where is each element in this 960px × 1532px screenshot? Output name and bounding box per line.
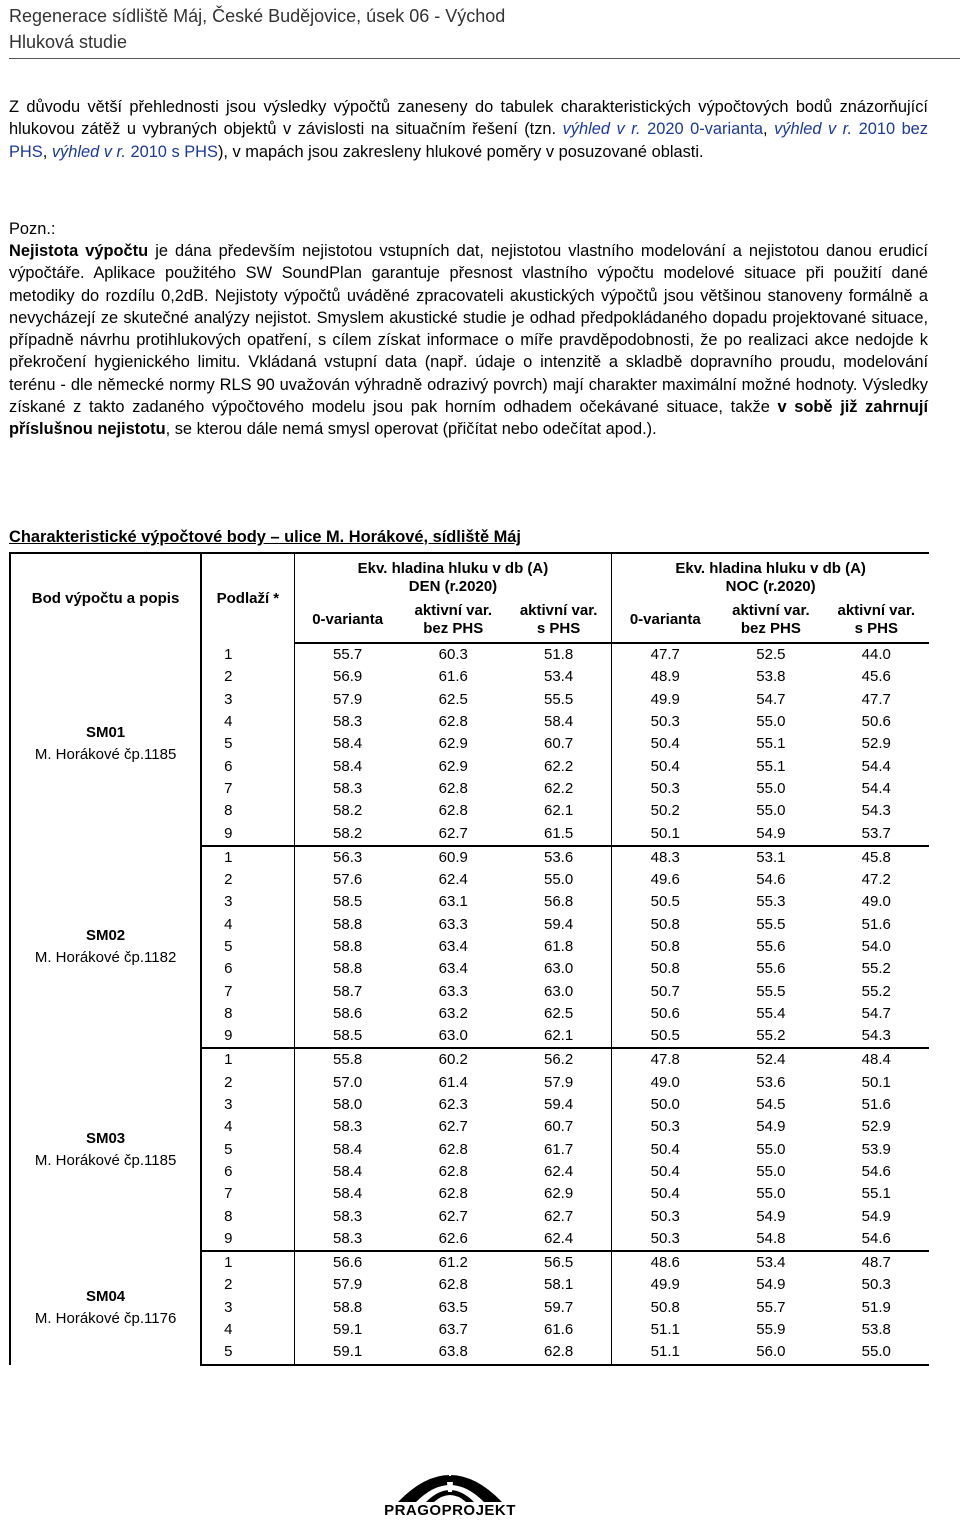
value-cell: 61.6 <box>438 668 468 686</box>
value-cell: 55.3 <box>756 893 786 911</box>
podlazi-cell: 3 <box>201 1094 294 1116</box>
value-cell: 62.3 <box>438 1096 468 1114</box>
value-cell: 58.3 <box>333 713 363 731</box>
value-cell: 50.6 <box>612 1003 718 1025</box>
intro-comma-2: , <box>42 142 52 161</box>
value-cell: 61.5 <box>506 822 612 845</box>
value-cell: 58.5 <box>333 893 363 911</box>
value-cell: 55.9 <box>756 1321 786 1339</box>
value-cell: 58.2 <box>333 802 363 820</box>
podlazi-cell: 9 <box>201 822 294 845</box>
head-noc-0-varianta: 0-varianta <box>612 596 718 643</box>
value-cell: 48.7 <box>861 1254 891 1272</box>
value-cell: 54.9 <box>756 1276 786 1294</box>
head-den-line-2: DEN (r.2020) <box>408 578 498 595</box>
intro-text-end: ), v mapách jsou zakresleny hlukové poměry v posuzované oblasti. <box>217 142 704 161</box>
pragoprojekt-logo <box>380 1456 520 1526</box>
value-cell: 58.6 <box>333 1004 363 1022</box>
value-cell: 55.0 <box>544 871 574 889</box>
podlazi-cell: 8 <box>201 1003 294 1025</box>
podlazi-cell: 3 <box>201 689 294 711</box>
value-cell: 60.7 <box>544 1118 574 1136</box>
value-cell: 55.0 <box>756 1162 786 1180</box>
value-cell: 60.9 <box>438 848 468 866</box>
value-cell: 53.8 <box>861 1321 891 1339</box>
value-cell: 62.7 <box>401 822 506 845</box>
value-cell: 63.0 <box>544 960 574 978</box>
value-cell: 50.4 <box>612 1183 718 1205</box>
podlazi-cell: 2 <box>201 1274 294 1296</box>
value-cell: 54.7 <box>861 1004 891 1022</box>
table-row <box>10 1251 929 1274</box>
value-cell: 50.6 <box>861 713 891 731</box>
value-cell: 62.8 <box>438 779 468 797</box>
value-cell: 50.3 <box>612 1228 718 1251</box>
value-cell: 55.7 <box>333 646 363 664</box>
value-cell: 51.1 <box>612 1319 718 1341</box>
value-cell: 58.4 <box>333 757 363 775</box>
header-study-title: Hluková studie <box>9 32 128 52</box>
podlazi-cell: 5 <box>201 1341 294 1364</box>
value-cell: 53.8 <box>756 668 786 686</box>
value-cell: 59.7 <box>544 1298 574 1316</box>
value-cell: 49.0 <box>861 893 891 911</box>
value-cell: 62.2 <box>544 779 574 797</box>
value-cell: 55.5 <box>756 982 786 1000</box>
value-cell: 55.2 <box>718 1025 823 1048</box>
head-den <box>294 553 612 596</box>
podlazi-cell: 2 <box>201 869 294 891</box>
value-cell: 54.6 <box>824 1228 929 1251</box>
value-cell: 55.4 <box>756 1004 786 1022</box>
value-cell: 62.5 <box>438 690 468 708</box>
podlazi-cell: 7 <box>201 1183 294 1205</box>
podlazi-cell: 1 <box>201 1048 294 1071</box>
header-divider <box>9 58 960 59</box>
value-cell: 58.8 <box>333 960 363 978</box>
value-cell: 49.9 <box>612 689 718 711</box>
value-cell: 50.4 <box>612 1161 718 1183</box>
head-den-s-phs: aktivní var. s PHS <box>506 596 612 643</box>
head-den-bez-phs: aktivní var. bez PHS <box>401 596 506 643</box>
value-cell: 54.9 <box>756 1118 786 1136</box>
value-cell: 52.4 <box>756 1051 786 1069</box>
table-body <box>10 643 929 1365</box>
header-project-title: Regenerace sídliště Máj, České Budějovice, úsek 06 - Východ <box>9 6 506 26</box>
value-cell: 62.8 <box>438 1276 468 1294</box>
value-cell: 56.6 <box>333 1254 363 1272</box>
value-cell: 61.6 <box>544 1321 574 1339</box>
value-cell: 55.6 <box>756 960 786 978</box>
value-cell: 45.6 <box>861 668 891 686</box>
value-cell: 50.8 <box>612 914 718 936</box>
value-cell: 50.7 <box>612 980 718 1002</box>
podlazi-cell: 2 <box>201 1072 294 1094</box>
value-cell: 47.7 <box>612 643 718 666</box>
podlazi-cell: 3 <box>201 1297 294 1319</box>
value-cell: 61.7 <box>544 1140 574 1158</box>
value-cell: 63.3 <box>438 915 468 933</box>
road-arch-icon <box>380 1456 520 1502</box>
value-cell: 62.4 <box>438 871 468 889</box>
value-cell: 62.7 <box>438 1207 468 1225</box>
value-cell: 58.5 <box>294 1025 400 1048</box>
value-cell: 58.0 <box>333 1096 363 1114</box>
value-cell: 63.7 <box>438 1321 468 1339</box>
value-cell: 53.6 <box>544 848 574 866</box>
value-cell: 62.8 <box>438 1140 468 1158</box>
head-den-0-varianta: 0-varianta <box>294 596 400 643</box>
logo-text: PRAGOPROJEKT <box>384 1502 516 1519</box>
value-cell: 54.6 <box>861 1162 891 1180</box>
value-cell: 56.9 <box>333 668 363 686</box>
podlazi-cell: 1 <box>201 846 294 869</box>
value-cell: 49.9 <box>612 1274 718 1296</box>
value-cell: 55.0 <box>756 802 786 820</box>
value-cell: 56.2 <box>544 1051 574 1069</box>
value-cell: 50.5 <box>612 891 718 913</box>
podlazi-cell: 7 <box>201 980 294 1002</box>
value-cell: 61.2 <box>438 1254 468 1272</box>
podlazi-cell: 6 <box>201 958 294 980</box>
bod-cell <box>10 643 201 846</box>
bod-desc: M. Horákové čp.1185 <box>34 1151 177 1169</box>
value-cell: 54.9 <box>718 822 823 845</box>
value-cell: 44.0 <box>861 646 891 664</box>
head-den-line-1: Ekv. hladina hluku v db (A) <box>357 560 549 577</box>
podlazi-cell: 5 <box>201 1139 294 1161</box>
value-cell: 62.9 <box>438 735 468 753</box>
value-cell: 48.4 <box>861 1051 891 1069</box>
value-cell: 58.8 <box>333 938 363 955</box>
value-cell: 63.8 <box>401 1341 506 1364</box>
value-cell: 54.4 <box>861 779 891 797</box>
value-cell: 54.4 <box>861 757 891 775</box>
value-cell: 63.4 <box>438 960 468 978</box>
uncertainty-paragraph <box>9 240 928 441</box>
podlazi-cell: 8 <box>201 1205 294 1227</box>
head-podlazi: Podlaží * <box>201 553 294 643</box>
value-cell: 55.0 <box>756 713 786 731</box>
bod-desc: M. Horákové čp.1185 <box>34 746 177 764</box>
value-cell: 55.1 <box>861 1185 891 1203</box>
value-cell: 47.8 <box>612 1048 718 1071</box>
value-cell: 62.2 <box>544 757 574 775</box>
value-cell: 50.4 <box>612 1139 718 1161</box>
bod-cell <box>10 846 201 1049</box>
value-cell: 52.9 <box>861 735 891 753</box>
value-cell: 51.1 <box>612 1341 718 1364</box>
value-cell: 58.4 <box>544 713 574 731</box>
value-cell: 45.8 <box>861 848 891 866</box>
head-noc-bez-phs: aktivní var. bez PHS <box>718 596 823 643</box>
value-cell: 57.6 <box>333 871 363 889</box>
value-cell: 62.7 <box>438 1118 468 1136</box>
value-cell: 55.2 <box>861 960 891 978</box>
value-cell: 55.5 <box>756 915 786 933</box>
podlazi-cell: 1 <box>201 1251 294 1274</box>
podlazi-cell: 8 <box>201 800 294 822</box>
intro-paragraph <box>9 96 928 163</box>
value-cell: 50.3 <box>612 711 718 733</box>
podlazi-cell: 7 <box>201 778 294 800</box>
podlazi-cell: 2 <box>201 666 294 688</box>
uncertainty-emphasis: v sobě již zahrnují příslušnou nejistotu <box>9 398 928 439</box>
head-noc-line-1: Ekv. hladina hluku v db (A) <box>675 560 866 577</box>
value-cell: 62.8 <box>506 1341 612 1364</box>
podlazi-cell: 4 <box>201 914 294 936</box>
table-row <box>10 846 929 869</box>
value-cell: 55.5 <box>544 690 574 708</box>
value-cell: 62.8 <box>438 713 468 731</box>
podlazi-cell: 1 <box>201 643 294 666</box>
value-cell: 58.7 <box>333 982 363 1000</box>
value-cell: 54.3 <box>861 802 891 820</box>
value-cell: 55.1 <box>756 757 786 775</box>
value-cell: 60.3 <box>438 646 468 664</box>
value-cell: 50.3 <box>861 1276 891 1294</box>
value-cell: 55.1 <box>756 735 786 753</box>
uncertainty-text-a: je dána především nejistotou vstupních dat, nejistotou vlastního modelování a nejistotou danou erudicí výpočtáře. Aplikace použitého SW SoundPlan garantuje přesnost vlastního výpočtu modelové situace při použití dané metodiky do rozdílu 0,2dB. Nejistoty výpočtů uváděné zpracovateli akustických výpočtů jsou většinou stanoveny formálně a nevycházejí ze skutečné analýzy nejistot. Smyslem akustické studie je odhad předpokládaného dopadu projektované situace, případně návrhu protihlukových opatření, s cílem získat informace o míře pravděpodobnosti, že po realizaci akce nedojde k překročení hygienického limitu. Vkládaná vstupní data (např. údaje o intenzitě a skladbě dopravního proudu, modelování terénu - dle německé normy RLS 90 uvažován výhradně odrazivý povrch) mají charakter maximální možné hodnoty. Výsledky získané z takto zadaného výpočtového modelu jsou pak horním odhadem očekávané situace, takže <box>9 242 928 417</box>
value-cell: 58.3 <box>333 1118 363 1136</box>
value-cell: 62.1 <box>544 802 574 820</box>
podlazi-cell: 9 <box>201 1025 294 1048</box>
value-cell: 52.5 <box>756 646 786 664</box>
podlazi-cell: 5 <box>201 733 294 755</box>
value-cell: 50.4 <box>612 755 718 777</box>
value-cell: 62.1 <box>506 1025 612 1048</box>
value-cell: 55.2 <box>861 982 891 1000</box>
value-cell: 50.4 <box>612 733 718 755</box>
bod-cell <box>10 1251 201 1364</box>
bod-name: SM01 <box>85 724 126 742</box>
value-cell: 47.2 <box>861 871 891 889</box>
value-cell: 62.9 <box>544 1185 574 1203</box>
value-cell: 63.2 <box>438 1004 468 1022</box>
value-cell: 63.1 <box>438 893 468 911</box>
value-cell: 62.7 <box>544 1207 574 1225</box>
value-cell: 60.7 <box>544 735 574 753</box>
value-cell: 58.1 <box>544 1276 574 1294</box>
value-cell: 50.3 <box>612 1205 718 1227</box>
value-cell: 50.8 <box>612 936 718 958</box>
value-cell: 63.4 <box>438 938 468 955</box>
value-cell: 55.0 <box>824 1341 929 1364</box>
value-cell: 56.3 <box>333 848 363 866</box>
page-header <box>9 3 505 55</box>
value-cell: 50.5 <box>612 1025 718 1048</box>
value-cell: 51.6 <box>861 1096 891 1114</box>
value-cell: 50.0 <box>612 1094 718 1116</box>
value-cell: 61.8 <box>544 938 574 955</box>
value-cell: 54.9 <box>756 1207 786 1225</box>
value-cell: 57.0 <box>333 1073 363 1091</box>
head-noc-line-2: NOC (r.2020) <box>725 578 816 595</box>
value-cell: 53.4 <box>756 1254 786 1272</box>
podlazi-cell: 4 <box>201 1319 294 1341</box>
value-cell: 57.9 <box>333 1276 363 1294</box>
value-cell: 63.0 <box>544 982 574 1000</box>
bod-name: SM04 <box>85 1287 126 1305</box>
value-cell: 53.9 <box>861 1140 891 1158</box>
value-cell: 59.1 <box>333 1321 363 1339</box>
value-cell: 59.4 <box>544 915 574 933</box>
podlazi-cell: 4 <box>201 1116 294 1138</box>
value-cell: 62.4 <box>506 1228 612 1251</box>
podlazi-cell: 6 <box>201 755 294 777</box>
bod-name: SM03 <box>85 1129 126 1147</box>
value-cell: 54.5 <box>756 1096 786 1114</box>
value-cell: 50.1 <box>861 1073 891 1091</box>
value-cell: 58.2 <box>294 822 400 845</box>
value-cell: 54.7 <box>756 690 786 708</box>
value-cell: 50.8 <box>612 958 718 980</box>
value-cell: 63.5 <box>438 1298 468 1316</box>
value-cell: 55.0 <box>756 1185 786 1203</box>
section-title: Charakteristické výpočtové body – ulice M. Horákové, sídliště Máj <box>9 528 521 546</box>
value-cell: 54.0 <box>861 938 891 955</box>
value-cell: 48.6 <box>612 1251 718 1274</box>
value-cell: 56.8 <box>544 893 574 911</box>
value-cell: 58.8 <box>333 915 363 933</box>
value-cell: 53.7 <box>824 822 929 845</box>
value-cell: 50.2 <box>612 800 718 822</box>
scenario-2010-bez-phs-link: výhled v r. 2010 bez PHS <box>9 120 928 161</box>
value-cell: 55.0 <box>756 779 786 797</box>
table-head-row-1 <box>10 553 929 596</box>
podlazi-cell: 6 <box>201 1161 294 1183</box>
value-cell: 54.3 <box>824 1025 929 1048</box>
scenario-2010-s-phs-link: výhled v r. 2010 s PHS <box>51 142 218 161</box>
value-cell: 62.5 <box>544 1004 574 1022</box>
value-cell: 58.3 <box>333 779 363 797</box>
value-cell: 62.4 <box>544 1162 574 1180</box>
value-cell: 53.4 <box>544 668 574 686</box>
value-cell: 47.7 <box>861 690 891 708</box>
scenario-2020-link: výhled v r. 2020 0-varianta <box>562 120 763 139</box>
note-label: Pozn.: <box>9 220 56 238</box>
table-row <box>10 643 929 666</box>
value-cell: 61.4 <box>438 1073 468 1091</box>
value-cell: 60.2 <box>438 1051 468 1069</box>
value-cell: 55.8 <box>333 1051 363 1069</box>
value-cell: 59.1 <box>294 1341 400 1364</box>
value-cell: 62.8 <box>438 1162 468 1180</box>
value-cell: 51.9 <box>861 1298 891 1316</box>
value-cell: 50.3 <box>612 1116 718 1138</box>
value-cell: 58.4 <box>333 1162 363 1180</box>
value-cell: 58.4 <box>333 1185 363 1203</box>
intro-text-a: Z důvodu větší přehlednosti jsou výsledky výpočtů zaneseny do tabulek charakteristických výpočtových bodů znázorňující hlukovou zátěž u vybraných objektů v závislosti na situačním řešení (tzn. <box>9 98 928 139</box>
table-row <box>10 1048 929 1071</box>
value-cell: 55.7 <box>756 1298 786 1316</box>
bod-cell <box>10 1048 201 1251</box>
value-cell: 63.3 <box>438 982 468 1000</box>
value-cell: 55.0 <box>756 1140 786 1158</box>
value-cell: 51.6 <box>861 915 891 933</box>
value-cell: 58.8 <box>333 1298 363 1316</box>
value-cell: 58.3 <box>333 1207 363 1225</box>
value-cell: 58.4 <box>333 735 363 753</box>
head-noc <box>612 553 929 596</box>
podlazi-cell: 9 <box>201 1228 294 1251</box>
value-cell: 57.9 <box>333 690 363 708</box>
value-cell: 51.8 <box>544 646 574 664</box>
value-cell: 54.6 <box>756 871 786 889</box>
value-cell: 50.8 <box>612 1297 718 1319</box>
podlazi-cell: 4 <box>201 711 294 733</box>
podlazi-cell: 5 <box>201 936 294 958</box>
value-cell: 63.0 <box>401 1025 506 1048</box>
value-cell: 62.8 <box>438 1185 468 1203</box>
podlazi-cell: 3 <box>201 891 294 913</box>
uncertainty-term: Nejistota výpočtu <box>9 242 149 260</box>
value-cell: 56.5 <box>544 1254 574 1272</box>
value-cell: 54.9 <box>861 1207 891 1225</box>
value-cell: 48.3 <box>612 846 718 869</box>
bod-desc: M. Horákové čp.1176 <box>34 1309 177 1327</box>
value-cell: 50.1 <box>612 822 718 845</box>
value-cell: 62.6 <box>401 1228 506 1251</box>
intro-comma-1: , <box>762 120 775 139</box>
head-noc-s-phs: aktivní var. s PHS <box>824 596 929 643</box>
value-cell: 58.3 <box>294 1228 400 1251</box>
bod-name: SM02 <box>85 927 126 944</box>
value-cell: 52.9 <box>861 1118 891 1136</box>
results-table <box>9 552 929 1366</box>
value-cell: 53.6 <box>756 1073 786 1091</box>
value-cell: 48.9 <box>612 666 718 688</box>
value-cell: 62.8 <box>438 802 468 820</box>
value-cell: 53.1 <box>756 848 786 866</box>
value-cell: 59.4 <box>544 1096 574 1114</box>
value-cell: 58.4 <box>333 1140 363 1158</box>
value-cell: 57.9 <box>544 1073 574 1091</box>
value-cell: 56.0 <box>718 1341 823 1364</box>
value-cell: 55.6 <box>756 938 786 955</box>
value-cell: 50.3 <box>612 778 718 800</box>
head-bod: Bod výpočtu a popis <box>10 553 201 643</box>
uncertainty-text-b: , se kterou dále nemá smysl operovat (přičítat nebo odečítat apod.). <box>165 420 657 439</box>
value-cell: 62.9 <box>438 757 468 775</box>
value-cell: 49.6 <box>612 869 718 891</box>
value-cell: 49.0 <box>612 1072 718 1094</box>
bod-desc: M. Horákové čp.1182 <box>34 949 177 966</box>
value-cell: 54.8 <box>718 1228 823 1251</box>
